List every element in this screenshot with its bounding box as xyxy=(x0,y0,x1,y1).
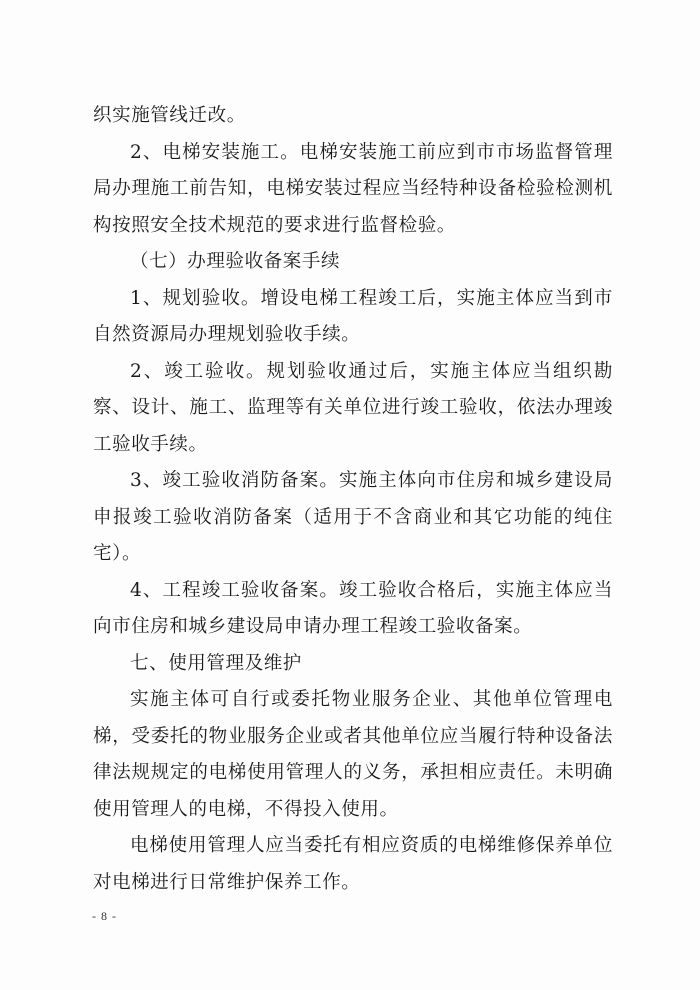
paragraph-fire-filing: 3、竣工验收消防备案。实施主体向市住房和城乡建设局申报竣工验收消防备案（适用于不含商业和其它功能的纯住宅）。 xyxy=(93,470,613,564)
paragraph-project-filing: 4、工程竣工验收备案。竣工验收合格后，实施主体应当向市住房和城乡建设局申请办理工程竣工验收备案。 xyxy=(93,579,613,637)
paragraph-planning-acceptance: 1、规划验收。增设电梯工程竣工后，实施主体应当到市自然资源局办理规划验收手续。 xyxy=(93,287,613,345)
paragraph-management-entity: 实施主体可自行或委托物业服务企业、其他单位管理电梯，受委托的物业服务企业或者其他单位应当履行特种设备法律法规规定的电梯使用管理人的义务，承担相应责任。未明确使用管理人的电梯，不得投入使用。 xyxy=(93,689,613,820)
section-heading-acceptance-filing: （七）办理验收备案手续 xyxy=(130,251,341,272)
section-heading-use-management: 七、使用管理及维护 xyxy=(130,652,302,674)
paragraph-continuation: 织实施管线迁改。 xyxy=(93,105,246,126)
document-body xyxy=(93,98,613,901)
paragraph-completion-acceptance: 2、竣工验收。规划验收通过后，实施主体应当组织勘察、设计、施工、监理等有关单位进行竣工验收，依法办理竣工验收手续。 xyxy=(93,360,613,455)
paragraph-maintenance: 电梯使用管理人应当委托有相应资质的电梯维修保养单位对电梯进行日常维护保养工作。 xyxy=(93,835,613,893)
paragraph-elevator-installation: 2、电梯安装施工。电梯安装施工前应到市市场监督管理局办理施工前告知，电梯安装过程应当经特种设备检验检测机构按照安全技术规范的要求进行监督检验。 xyxy=(93,141,613,236)
page-number: - 8 - xyxy=(92,909,117,923)
